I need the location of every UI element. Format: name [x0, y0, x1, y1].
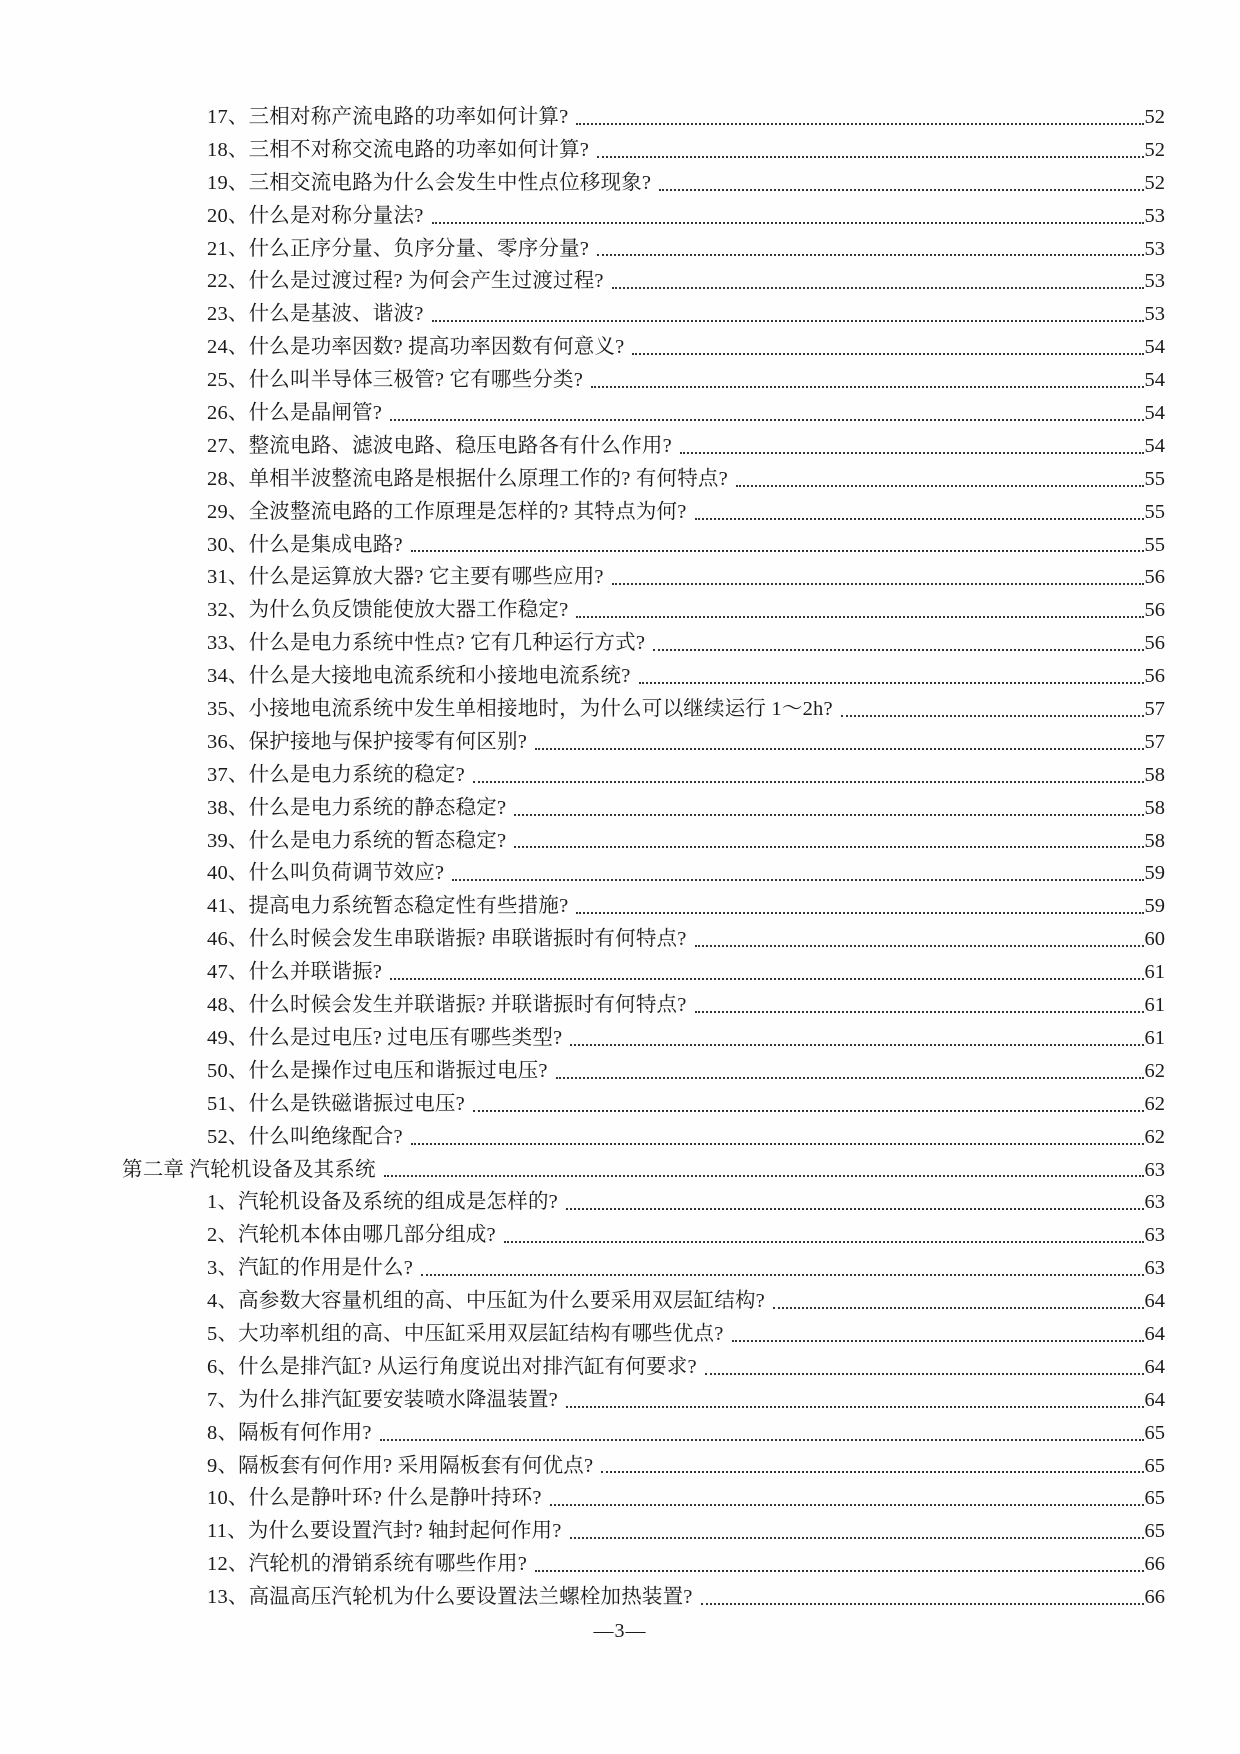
toc-entry[interactable] [0, 428, 1240, 461]
toc-entry[interactable] [0, 1382, 1240, 1415]
toc-entry[interactable] [0, 1020, 1240, 1053]
toc-entry-label: 28、单相半波整流电路是根据什么原理工作的? 有何特点? [207, 467, 728, 490]
dot-leader [705, 1373, 1144, 1375]
toc-entry-page: 54 [1144, 402, 1165, 425]
toc-entry-page: 58 [1144, 796, 1165, 819]
dot-leader [514, 846, 1143, 848]
dot-leader [390, 419, 1143, 421]
toc-entry-label: 12、汽轮机的滑销系统有哪些作用? [207, 1553, 527, 1576]
toc-entry-page: 63 [1144, 1224, 1165, 1247]
toc-entry[interactable] [0, 1415, 1240, 1448]
toc-entry-label: 4、高参数大容量机组的高、中压缸为什么要采用双层缸结构? [207, 1290, 765, 1313]
toc-entry[interactable] [0, 263, 1240, 296]
dot-leader [576, 616, 1143, 618]
toc-entry[interactable] [0, 559, 1240, 592]
dot-leader [380, 1439, 1144, 1441]
dot-leader [535, 1570, 1144, 1572]
dot-leader [570, 1537, 1144, 1539]
dot-leader [773, 1307, 1144, 1309]
dot-leader [632, 353, 1143, 355]
page-footer-number: —3— [593, 1619, 647, 1642]
toc-entry-page: 65 [1144, 1520, 1165, 1543]
toc-entry[interactable] [0, 855, 1240, 888]
toc-entry-page: 58 [1144, 763, 1165, 786]
toc-entry-page: 56 [1144, 599, 1165, 622]
toc-entry-label: 33、什么是电力系统中性点? 它有几种运行方式? [207, 632, 646, 655]
toc-entry-page: 54 [1144, 336, 1165, 359]
toc-entry-page: 56 [1144, 665, 1165, 688]
dot-leader [597, 156, 1143, 158]
toc-entry-page: 61 [1144, 1026, 1165, 1049]
toc-entry-label: 39、什么是电力系统的暂态稳定? [207, 829, 507, 852]
toc-entry-page: 56 [1144, 632, 1165, 655]
dot-leader [736, 485, 1144, 487]
toc-entry-page: 64 [1144, 1322, 1165, 1345]
toc-entry-label: 52、什么叫绝缘配合? [207, 1125, 403, 1148]
dot-leader [566, 1406, 1144, 1408]
dot-leader [473, 1110, 1144, 1112]
toc-entry-page: 52 [1144, 106, 1165, 128]
dot-leader [535, 748, 1144, 750]
toc-entry-label: 19、三相交流电路为什么会发生中性点位移现象? [207, 171, 652, 194]
dot-leader [659, 189, 1143, 191]
toc-entry-label: 26、什么是晶闸管? [207, 402, 383, 425]
dot-leader [390, 978, 1143, 980]
toc-entry[interactable] [0, 625, 1240, 658]
toc-entry[interactable] [0, 231, 1240, 264]
toc-entry-page: 61 [1144, 961, 1165, 984]
toc-entry[interactable] [0, 1184, 1240, 1217]
toc-entry-label: 24、什么是功率因数? 提高功率因数有何意义? [207, 336, 625, 359]
toc-entry[interactable] [0, 329, 1240, 362]
dot-leader [432, 222, 1144, 224]
toc-entry-page: 58 [1144, 829, 1165, 852]
toc-entry-page: 53 [1144, 237, 1165, 260]
toc-entry-label: 3、汽缸的作用是什么? [207, 1257, 414, 1280]
toc-entry[interactable] [0, 1480, 1240, 1513]
toc-entry[interactable] [0, 1513, 1240, 1546]
toc-entry-label: 48、什么时候会发生并联谐振? 并联谐振时有何特点? [207, 994, 687, 1017]
toc-entry-label: 32、为什么负反馈能使放大器工作稳定? [207, 599, 569, 622]
toc-entry-label: 47、什么并联谐振? [207, 961, 383, 984]
toc-entry-label: 30、什么是集成电路? [207, 533, 403, 556]
toc-entry[interactable] [0, 1217, 1240, 1250]
toc-entry-page: 56 [1144, 566, 1165, 589]
toc-entry[interactable] [0, 1053, 1240, 1086]
toc-entry[interactable] [0, 987, 1240, 1020]
dot-leader [701, 1603, 1144, 1605]
dot-leader [421, 1274, 1143, 1276]
toc-entry-label: 38、什么是电力系统的静态稳定? [207, 796, 507, 819]
dot-leader [639, 682, 1144, 684]
toc-entry[interactable] [0, 1546, 1240, 1579]
toc-entry[interactable] [0, 691, 1240, 724]
toc-entry[interactable] [0, 1448, 1240, 1481]
dot-leader [504, 1241, 1144, 1243]
toc-entry[interactable] [0, 724, 1240, 757]
dot-leader [570, 1044, 1143, 1046]
toc-entry[interactable] [0, 1152, 1240, 1185]
toc-entry-page: 65 [1144, 1421, 1165, 1444]
toc-entry-label: 5、大功率机组的高、中压缸采用双层缸结构有哪些优点? [207, 1322, 724, 1345]
dot-leader [680, 452, 1144, 454]
dot-leader [411, 1143, 1144, 1145]
toc-entry[interactable] [0, 395, 1240, 428]
toc-entry-page: 53 [1144, 204, 1165, 227]
toc-entry-label: 18、三相不对称交流电路的功率如何计算? [207, 138, 590, 161]
toc-entry[interactable] [0, 1119, 1240, 1152]
toc-entry[interactable] [0, 1250, 1240, 1283]
toc-entry-label: 35、小接地电流系统中发生单相接地时，为什么可以继续运行 1～2h? [207, 698, 833, 721]
toc-entry-page: 55 [1144, 533, 1165, 556]
toc-entry-page: 59 [1144, 895, 1165, 918]
toc-entry-page: 62 [1144, 1059, 1165, 1082]
toc-entry-label: 6、什么是排汽缸? 从运行角度说出对排汽缸有何要求? [207, 1355, 697, 1378]
toc-entry-page: 63 [1144, 1257, 1165, 1280]
toc-entry[interactable] [0, 823, 1240, 856]
toc-entry[interactable] [0, 494, 1240, 527]
toc-entry-label: 20、什么是对称分量法? [207, 204, 424, 227]
toc-entry[interactable] [0, 1349, 1240, 1382]
toc-entry-page: 62 [1144, 1092, 1165, 1115]
toc-entry[interactable] [0, 921, 1240, 954]
toc-entry-page: 60 [1144, 928, 1165, 951]
toc-entry-label: 25、什么叫半导体三极管? 它有哪些分类? [207, 369, 584, 392]
toc-entry-page: 61 [1144, 994, 1165, 1017]
dot-leader [473, 781, 1144, 783]
toc-entry-page: 63 [1144, 1191, 1165, 1214]
toc-entry-label: 40、什么叫负荷调节效应? [207, 862, 445, 885]
dot-leader [514, 814, 1143, 816]
toc-entry-label: 50、什么是操作过电压和谐振过电压? [207, 1059, 548, 1082]
toc-entry-page: 53 [1144, 303, 1165, 326]
toc-entry-label: 37、什么是电力系统的稳定? [207, 763, 465, 786]
dot-leader [550, 1504, 1144, 1506]
toc-entry-label: 1、汽轮机设备及系统的组成是怎样的? [207, 1191, 558, 1214]
dot-leader [695, 518, 1144, 520]
dot-leader [566, 1208, 1144, 1210]
toc-entry-page: 53 [1144, 270, 1165, 293]
toc-entry-page: 64 [1144, 1290, 1165, 1313]
toc-entry[interactable] [0, 757, 1240, 790]
toc-entry-label: 51、什么是铁磁谐振过电压? [207, 1092, 465, 1115]
dot-leader [695, 945, 1144, 947]
toc-entry-page: 59 [1144, 862, 1165, 885]
dot-leader [452, 879, 1143, 881]
toc-entry-page: 52 [1144, 138, 1165, 161]
dot-leader [653, 649, 1143, 651]
toc-entry[interactable] [0, 592, 1240, 625]
toc-entry-label: 31、什么是运算放大器? 它主要有哪些应用? [207, 566, 604, 589]
toc-entry-label: 8、隔板有何作用? [207, 1421, 372, 1444]
toc-entry-label: 46、什么时候会发生串联谐振? 串联谐振时有何特点? [207, 928, 687, 951]
toc-entry[interactable] [0, 1283, 1240, 1316]
toc-entry-page: 66 [1144, 1553, 1165, 1576]
toc-entry-label: 13、高温高压汽轮机为什么要设置法兰螺栓加热装置? [207, 1586, 693, 1609]
toc-entry-label: 29、全波整流电路的工作原理是怎样的? 其特点为何? [207, 500, 687, 523]
toc-entry-label: 第二章 汽轮机设备及其系统 [122, 1158, 376, 1181]
toc-entry[interactable] [0, 1316, 1240, 1349]
toc-entry-page: 52 [1144, 171, 1165, 194]
dot-leader [591, 386, 1143, 388]
toc-entry-page: 57 [1144, 730, 1165, 753]
toc-entry-page: 55 [1144, 467, 1165, 490]
toc-entry[interactable] [0, 362, 1240, 395]
toc-entry-label: 49、什么是过电压? 过电压有哪些类型? [207, 1026, 563, 1049]
toc-entry-label: 9、隔板套有何作用? 采用隔板套有何优点? [207, 1454, 594, 1477]
toc-entry[interactable] [0, 132, 1240, 165]
toc-entry-label: 36、保护接地与保护接零有何区别? [207, 730, 527, 753]
toc-entry-label: 7、为什么排汽缸要安装喷水降温装置? [207, 1388, 558, 1411]
dot-leader [411, 550, 1144, 552]
toc-entry-page: 54 [1144, 434, 1165, 457]
dot-leader [576, 912, 1143, 914]
toc-entry-page: 65 [1144, 1487, 1165, 1510]
toc-entry[interactable] [0, 99, 1240, 132]
dot-leader [556, 1077, 1144, 1079]
toc-entry-page: 64 [1144, 1355, 1165, 1378]
toc-entry-page: 62 [1144, 1125, 1165, 1148]
toc-entry[interactable] [0, 165, 1240, 198]
toc-entry[interactable] [0, 1086, 1240, 1119]
toc-entry-label: 41、提高电力系统暂态稳定性有些措施? [207, 895, 569, 918]
toc-entry[interactable] [0, 1579, 1240, 1612]
toc-entry-page: 66 [1144, 1586, 1165, 1609]
dot-leader [597, 254, 1143, 256]
dot-leader [384, 1175, 1144, 1177]
dot-leader [576, 123, 1143, 125]
toc-entry-page: 57 [1144, 698, 1165, 721]
dot-leader [612, 583, 1144, 585]
toc-entry[interactable] [0, 198, 1240, 231]
toc-entry[interactable] [0, 527, 1240, 560]
toc-entry[interactable] [0, 461, 1240, 494]
dot-leader [695, 1011, 1144, 1013]
toc-entry-page: 64 [1144, 1388, 1165, 1411]
dot-leader [612, 287, 1144, 289]
dot-leader [732, 1340, 1144, 1342]
toc-entry[interactable] [0, 954, 1240, 987]
toc-entry-label: 11、为什么要设置汽封? 轴封起何作用? [207, 1520, 562, 1543]
toc-entry-label: 22、什么是过渡过程? 为何会产生过渡过程? [207, 270, 604, 293]
toc-entry[interactable] [0, 888, 1240, 921]
toc-entry[interactable] [0, 296, 1240, 329]
toc-entry-label: 34、什么是大接地电流系统和小接地电流系统? [207, 665, 631, 688]
toc-entry-label: 10、什么是静叶环? 什么是静叶持环? [207, 1487, 542, 1510]
toc-entry-label: 2、汽轮机本体由哪几部分组成? [207, 1224, 496, 1247]
toc-entry-page: 63 [1144, 1158, 1165, 1181]
toc-entry-label: 27、整流电路、滤波电路、稳压电路各有什么作用? [207, 434, 672, 457]
toc-entry-label: 17、三相对称产流电路的功率如何计算? [207, 106, 569, 128]
toc-entry-label: 21、什么正序分量、负序分量、零序分量? [207, 237, 590, 260]
dot-leader [601, 1471, 1143, 1473]
toc-entry-label: 23、什么是基波、谐波? [207, 303, 424, 326]
toc-entry-page: 54 [1144, 369, 1165, 392]
toc-entry[interactable] [0, 658, 1240, 691]
toc-entry-page: 65 [1144, 1454, 1165, 1477]
toc-entry-page: 55 [1144, 500, 1165, 523]
toc-entry[interactable] [0, 790, 1240, 823]
dot-leader [432, 320, 1144, 322]
dot-leader [841, 715, 1144, 717]
